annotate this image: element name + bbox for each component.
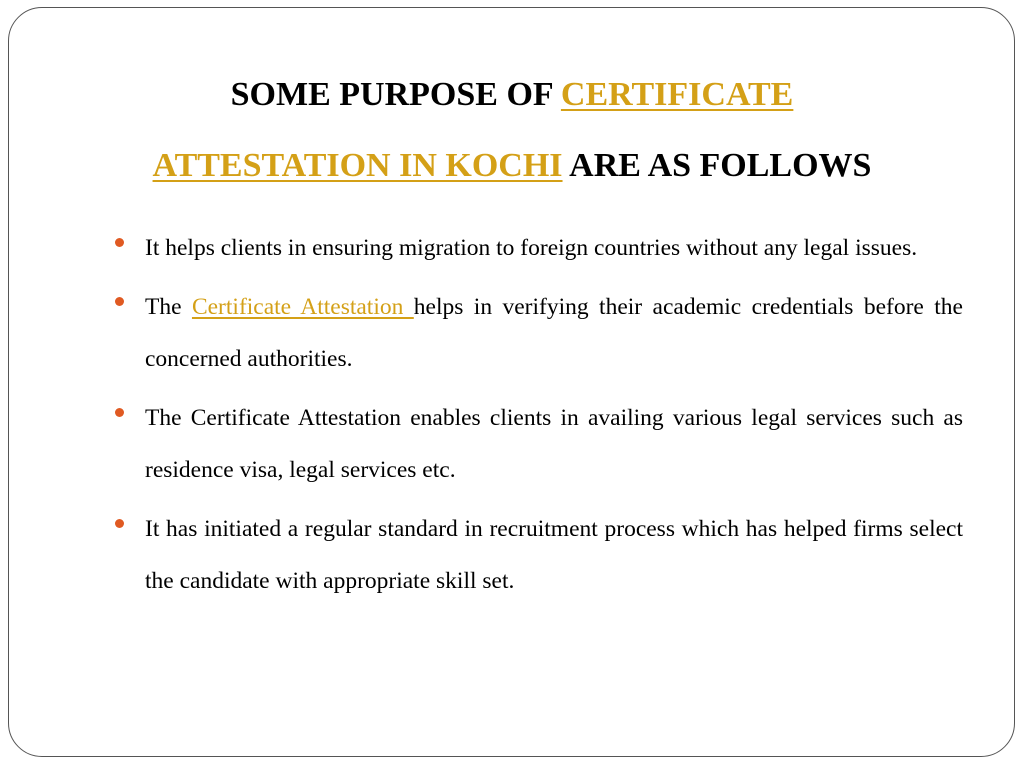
bullet-text-prefix: The	[145, 294, 192, 320]
bullet-text-suffix: helps in verifying their academic credentials before the concerned authorities.	[145, 294, 963, 372]
list-item	[115, 222, 963, 274]
title-link-attestation-kochi[interactable]: ATTESTATION IN KOCHI	[152, 147, 563, 184]
title-prefix: SOME PURPOSE OF	[230, 76, 561, 113]
certificate-attestation-link[interactable]: Certificate Attestation	[191, 294, 414, 320]
bullet-list	[115, 222, 963, 614]
bullet-dot-icon	[115, 297, 124, 306]
bullet-text: The Certificate Attestation enables clients in availing various legal services such as residence visa, legal services etc.	[145, 405, 963, 483]
page-title-line-2	[0, 149, 1024, 183]
list-item	[115, 392, 963, 496]
bullet-dot-icon	[115, 519, 124, 528]
title-suffix: ARE AS FOLLOWS	[562, 147, 872, 184]
bullet-dot-icon	[115, 408, 124, 417]
bullet-text: It helps clients in ensuring migration to foreign countries without any legal issues.	[145, 235, 918, 261]
list-item	[115, 281, 963, 385]
page-title-line-1	[0, 78, 1024, 112]
title-link-certificate[interactable]: CERTIFICATE	[560, 76, 794, 113]
list-item	[115, 503, 963, 607]
bullet-text: It has initiated a regular standard in recruitment process which has helped firms select the candidate with appropriate skill set.	[145, 516, 963, 594]
bullet-dot-icon	[115, 238, 124, 247]
